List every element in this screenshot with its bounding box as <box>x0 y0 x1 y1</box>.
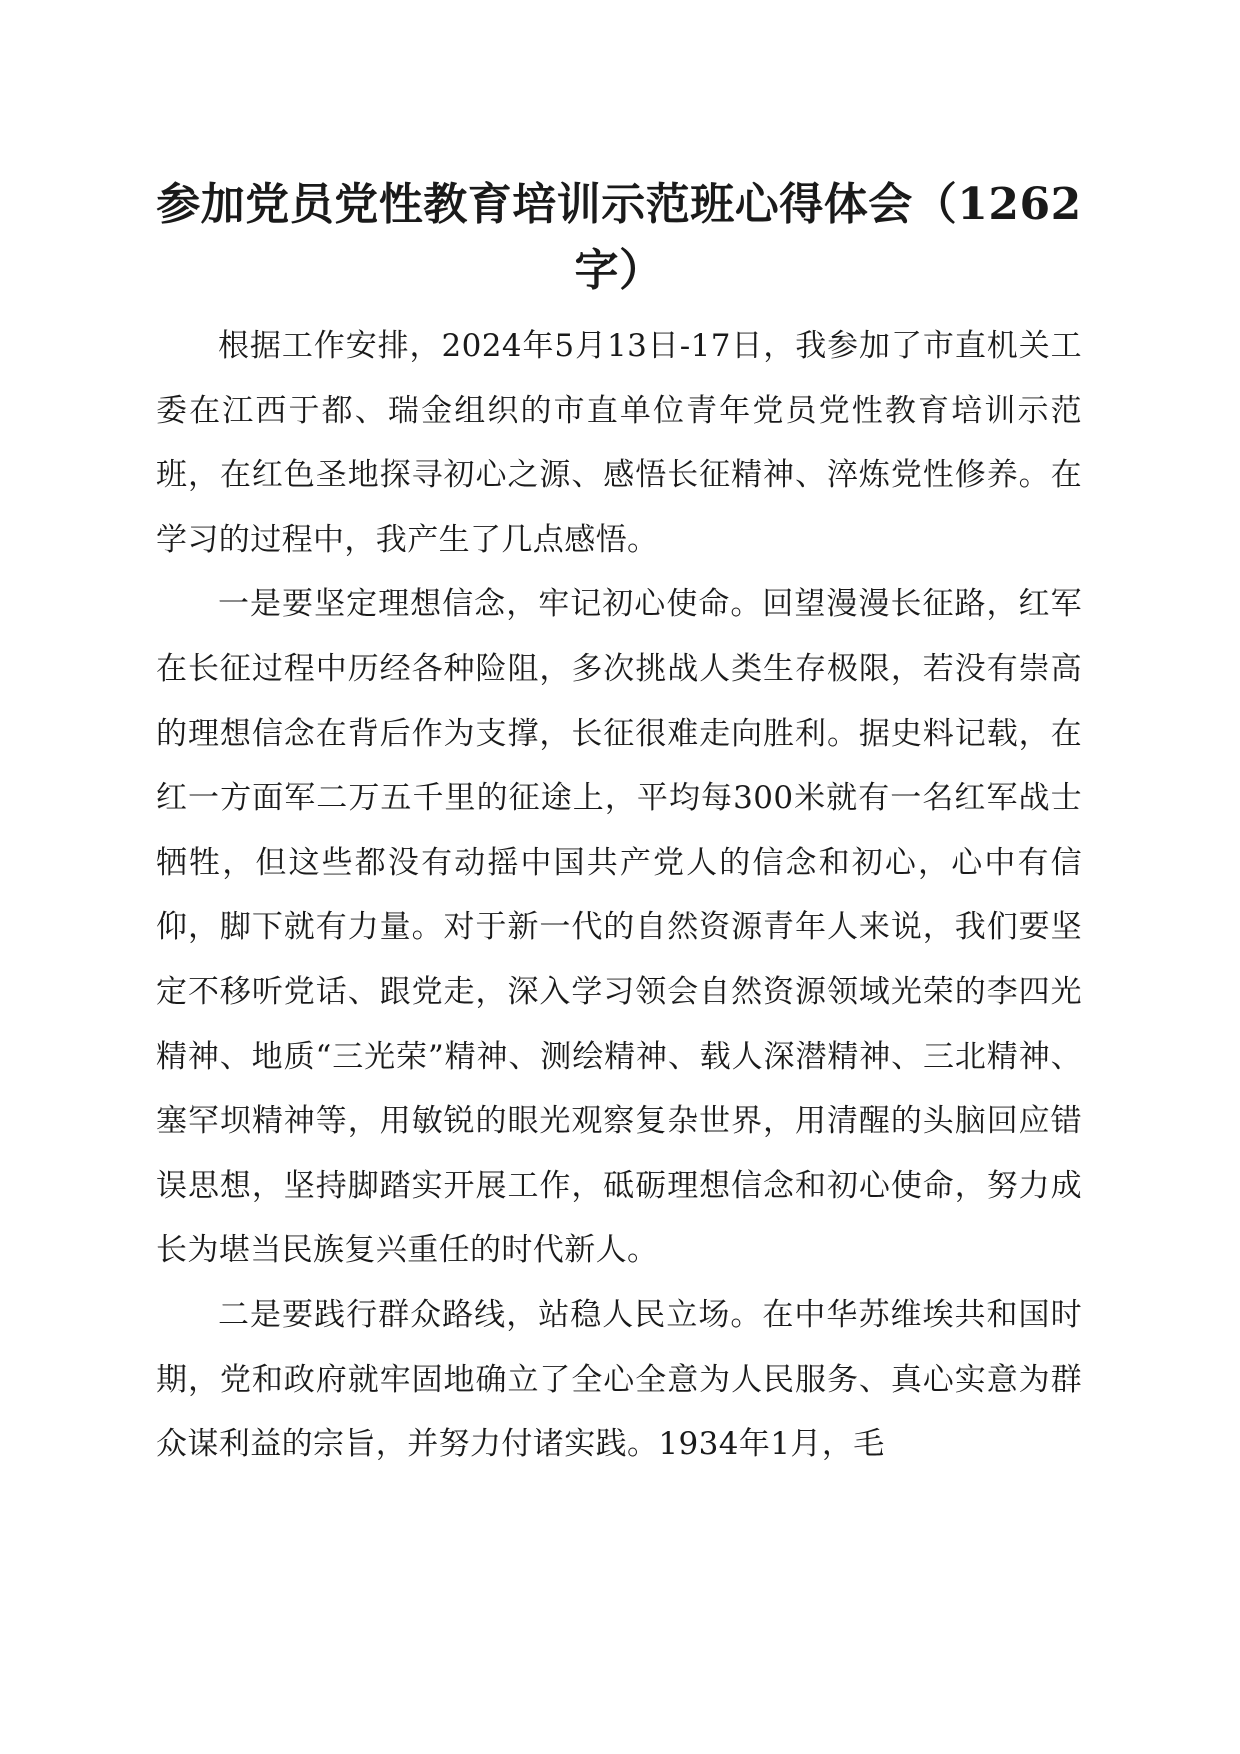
paragraph-point-one: 一是要坚定理想信念，牢记初心使命。回望漫漫长征路，红军在长征过程中历经各种险阻，多次挑战人类生存极限，若没有崇高的理想信念在背后作为支撑，长征很难走向胜利。据史料记载，在红一方面军二万五千里的征途上，平均每300米就有一名红军战士牺牲，但这些都没有动摇中国共产党人的信念和初心，心中有信仰，脚下就有力量。对于新一代的自然资源青年人来说，我们要坚定不移听党话、跟党走，深入学习领会自然资源领域光荣的李四光精神、地质“三光荣”精神、测绘精神、载人深潜精神、三北精神、塞罕坝精神等，用敏锐的眼光观察复杂世界，用清醒的头脑回应错误思想，坚持脚踏实开展工作，砥砺理想信念和初心使命，努力成长为堪当民族复兴重任的时代新人。 <box>156 586 1082 1269</box>
paragraph-intro: 根据工作安排，2024年5月13日-17日，我参加了市直机关工委在江西于都、瑞金组织的市直单位青年党员党性教育培训示范班，在红色圣地探寻初心之源、感悟长征精神、淬炼党性修养。在学习的过程中，我产生了几点感悟。 <box>156 328 1082 558</box>
document-body <box>156 314 1082 1477</box>
paragraph-point-two: 二是要践行群众路线，站稳人民立场。在中华苏维埃共和国时期，党和政府就牢固地确立了全心全意为人民服务、真心实意为群众谋利益的宗旨，并努力付诸实践。1934年1月，毛 <box>156 1296 1082 1463</box>
document-title: 参加党员党性教育培训示范班心得体会（1262字） <box>156 179 1082 296</box>
document-content <box>156 172 1082 1477</box>
